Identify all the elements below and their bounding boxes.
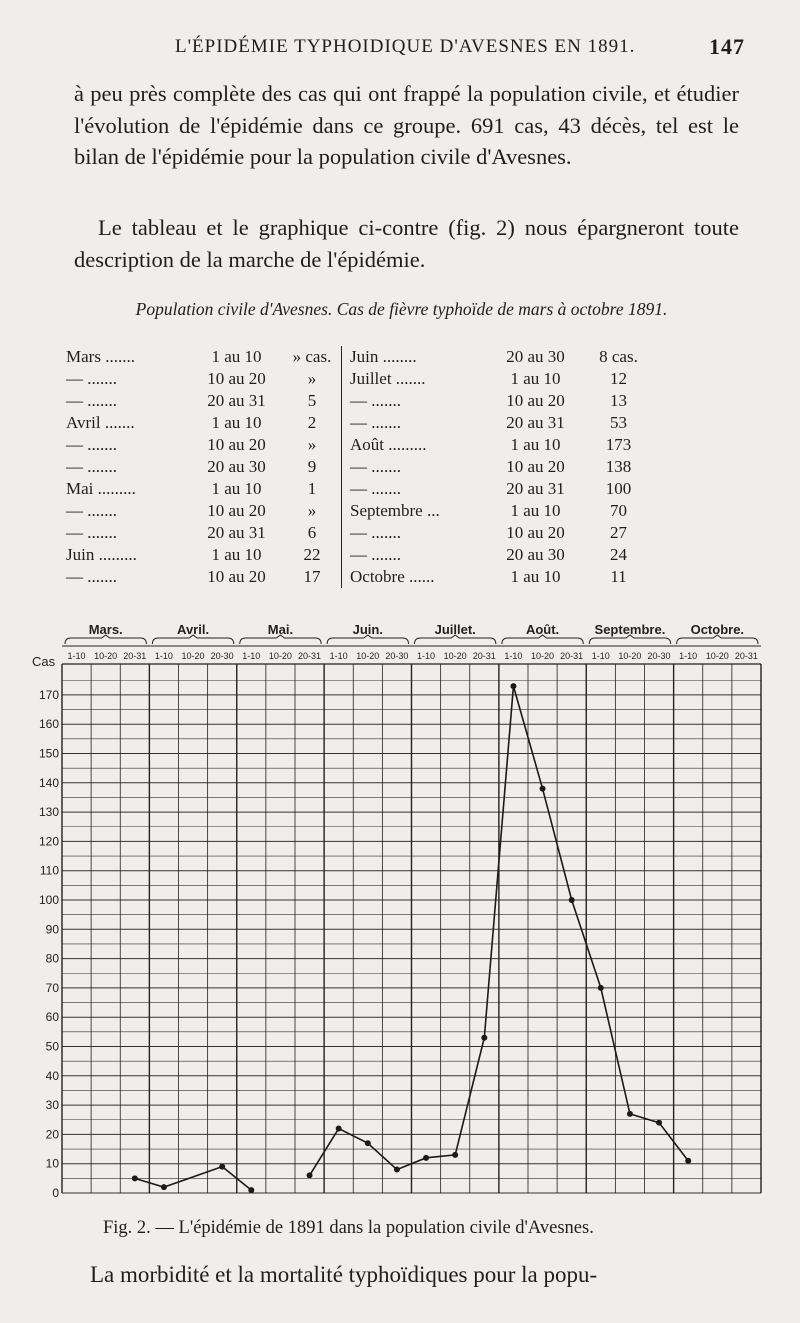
y-tick-label: 100	[38, 893, 59, 907]
month-label: Juillet.	[434, 622, 476, 637]
y-tick-label: 20	[45, 1127, 59, 1142]
table-range: 20 au 31	[207, 523, 266, 542]
data-point	[161, 1184, 167, 1190]
data-point	[307, 1172, 313, 1178]
data-point	[248, 1187, 254, 1193]
y-tick-label: 50	[45, 1039, 59, 1054]
table-value: 6	[307, 523, 317, 542]
month-label: Avril.	[177, 622, 210, 637]
y-tick-label: 170	[38, 687, 59, 702]
decade-label: 20-31	[560, 651, 584, 661]
decade-label: 20-31	[298, 651, 322, 661]
table-value: 70	[610, 501, 627, 520]
table-title: Population civile d'Avesnes. Cas de fièvre typhoïde de mars à octobre 1891.	[135, 299, 668, 319]
table-value: »	[307, 369, 317, 388]
decade-label: 10-20	[181, 651, 205, 661]
table-row	[62, 412, 650, 434]
y-tick-label: 10	[45, 1156, 59, 1171]
table-row	[62, 500, 650, 522]
table-value: 138	[605, 457, 632, 476]
data-point	[540, 786, 546, 792]
table-value: 24	[610, 545, 627, 564]
table-range: 20 au 30	[506, 545, 565, 564]
month-label: Septembre.	[594, 622, 666, 637]
table-month: Mai .........	[66, 479, 136, 498]
table-range: 1 au 10	[211, 413, 262, 432]
y-tick-label: 70	[45, 980, 59, 995]
table-value: 100	[605, 479, 632, 498]
data-point	[598, 985, 604, 991]
table-value: 22	[303, 545, 321, 564]
y-tick-label: 130	[38, 805, 59, 820]
table-range: 1 au 10	[211, 347, 262, 366]
data-point	[452, 1152, 458, 1158]
data-point	[569, 897, 575, 903]
decade-label: 20-30	[385, 651, 409, 661]
decade-label: 20-30	[647, 651, 671, 661]
decade-label: 1-10	[679, 651, 698, 661]
table-value: 17	[303, 567, 321, 586]
table-month: — .......	[66, 567, 117, 586]
table-range: 20 au 31	[207, 391, 266, 410]
table-value: »	[307, 435, 317, 454]
data-point	[481, 1035, 487, 1041]
decade-label: 1-10	[242, 651, 261, 661]
month-label: Août.	[525, 622, 560, 637]
last-line: La morbidité et la mortalité typhoïdiques pour la popu-	[90, 1262, 598, 1287]
table-month: Juillet .......	[350, 369, 426, 388]
table-month: — .......	[66, 501, 117, 520]
data-point	[627, 1111, 633, 1117]
table-range: 1 au 10	[510, 567, 561, 586]
y-tick-label: 90	[45, 922, 59, 937]
y-tick-label: 30	[45, 1098, 59, 1113]
table-range: 20 au 31	[506, 479, 565, 498]
y-tick-label: 0	[52, 1186, 59, 1200]
table-value: 8 cas.	[599, 347, 638, 366]
table-month: Juin ........	[350, 347, 417, 366]
table-month: Septembre ...	[350, 501, 440, 520]
table-range: 10 au 20	[207, 435, 266, 454]
table-range: 1 au 10	[510, 435, 561, 454]
figure-caption: Fig. 2. — L'épidémie de 1891 dans la population civile d'Avesnes.	[103, 1218, 594, 1238]
table-value: 12	[610, 369, 627, 388]
table-value: 9	[307, 457, 317, 476]
data-point	[132, 1175, 138, 1181]
running-header	[175, 36, 745, 58]
decade-label: 10-20	[443, 651, 467, 661]
table-row	[62, 390, 650, 412]
table-month: — .......	[350, 523, 401, 542]
table-value: 11	[610, 567, 627, 586]
y-tick-label: 160	[38, 717, 59, 732]
paragraph-1: à peu près complète des cas qui ont frappé la population civile, et étudier l'évolution de l'épidémie dans ce groupe. 691 cas, 43 décès, tel est le bilan de l'épidémie pour la population civile d'Avesnes.	[74, 81, 739, 169]
table-range: 10 au 20	[506, 523, 565, 542]
table-range: 10 au 20	[506, 391, 565, 410]
y-tick-label: 150	[38, 746, 59, 761]
epidemic-chart	[30, 620, 770, 1210]
table-range: 20 au 31	[506, 413, 565, 432]
data-point	[685, 1158, 691, 1164]
table-row	[62, 544, 650, 566]
table-month: Juin .........	[66, 545, 137, 564]
table-range: 10 au 20	[207, 369, 266, 388]
paragraph-2: Le tableau et le graphique ci-contre (fig. 2) nous épargneront toute description de la marche de l'épidémie.	[74, 215, 739, 272]
decade-label: 10-20	[531, 651, 555, 661]
table-row	[62, 566, 650, 588]
y-tick-label: 60	[45, 1010, 59, 1025]
table-range: 10 au 20	[207, 567, 266, 586]
table-month: — .......	[66, 457, 117, 476]
data-point	[656, 1120, 662, 1126]
table-month: — .......	[350, 479, 401, 498]
table-month: — .......	[66, 369, 117, 388]
table-month: — .......	[350, 545, 401, 564]
table-month: Août .........	[350, 435, 427, 454]
page-number: 147	[709, 34, 745, 59]
y-axis-label: Cas	[32, 654, 56, 669]
table-month: — .......	[66, 435, 117, 454]
decade-label: 10-20	[618, 651, 642, 661]
table-month: Octobre ......	[350, 567, 435, 586]
table-range: 10 au 20	[207, 501, 266, 520]
decade-label: 1-10	[504, 651, 523, 661]
y-tick-label: 80	[45, 951, 59, 966]
table-row	[62, 456, 650, 478]
table-month: — .......	[350, 391, 401, 410]
decade-label: 10-20	[268, 651, 292, 661]
month-label: Mars.	[88, 622, 123, 637]
decade-label: 1-10	[329, 651, 348, 661]
table-row	[62, 368, 650, 390]
table-range: 1 au 10	[211, 479, 262, 498]
decade-label: 1-10	[591, 651, 610, 661]
decade-label: 10-20	[356, 651, 380, 661]
table-value: 1	[307, 479, 317, 498]
table-row	[62, 434, 650, 456]
y-tick-label: 40	[45, 1068, 59, 1083]
table-value: 13	[610, 391, 627, 410]
table-month: Avril .......	[66, 413, 135, 432]
data-point	[336, 1126, 342, 1132]
table-value: 53	[610, 413, 627, 432]
decade-label: 1-10	[417, 651, 436, 661]
table-range: 1 au 10	[211, 545, 262, 564]
data-point	[394, 1167, 400, 1173]
table-value: 2	[307, 413, 317, 432]
table-range: 1 au 10	[510, 369, 561, 388]
y-tick-label: 140	[38, 775, 59, 790]
table-row	[62, 346, 650, 368]
decade-label: 20-31	[472, 651, 496, 661]
table-range: 20 au 30	[506, 347, 565, 366]
month-label: Juin.	[352, 622, 383, 637]
table-month: — .......	[66, 523, 117, 542]
decade-label: 20-30	[210, 651, 234, 661]
data-point	[365, 1140, 371, 1146]
decade-label: 1-10	[154, 651, 173, 661]
running-title: L'ÉPIDÉMIE TYPHOIDIQUE D'AVESNES EN 1891.	[175, 36, 636, 57]
table-row	[62, 522, 650, 544]
table-value: 173	[605, 435, 632, 454]
month-label: Mai.	[267, 622, 294, 637]
y-tick-label: 110	[39, 863, 59, 878]
data-point	[423, 1155, 429, 1161]
data-point	[510, 683, 516, 689]
decade-label: 1-10	[67, 651, 86, 661]
table-value: »	[307, 501, 317, 520]
decade-label: 20-31	[123, 651, 147, 661]
month-label: Octobre.	[690, 622, 745, 637]
decade-label: 10-20	[94, 651, 118, 661]
table-range: 10 au 20	[506, 457, 565, 476]
table-range: 20 au 30	[207, 457, 266, 476]
table-value: 5	[307, 391, 317, 410]
y-tick-label: 120	[38, 834, 59, 849]
table-month: — .......	[66, 391, 117, 410]
data-point	[219, 1164, 225, 1170]
cases-table	[62, 346, 650, 588]
table-month: Mars .......	[66, 347, 135, 366]
decade-label: 10-20	[705, 651, 729, 661]
table-range: 1 au 10	[510, 501, 561, 520]
table-row	[62, 478, 650, 500]
table-month: — .......	[350, 457, 401, 476]
table-value: 27	[610, 523, 627, 542]
table-month: — .......	[350, 413, 401, 432]
table-value: » cas.	[292, 347, 332, 366]
decade-label: 20-31	[734, 651, 758, 661]
